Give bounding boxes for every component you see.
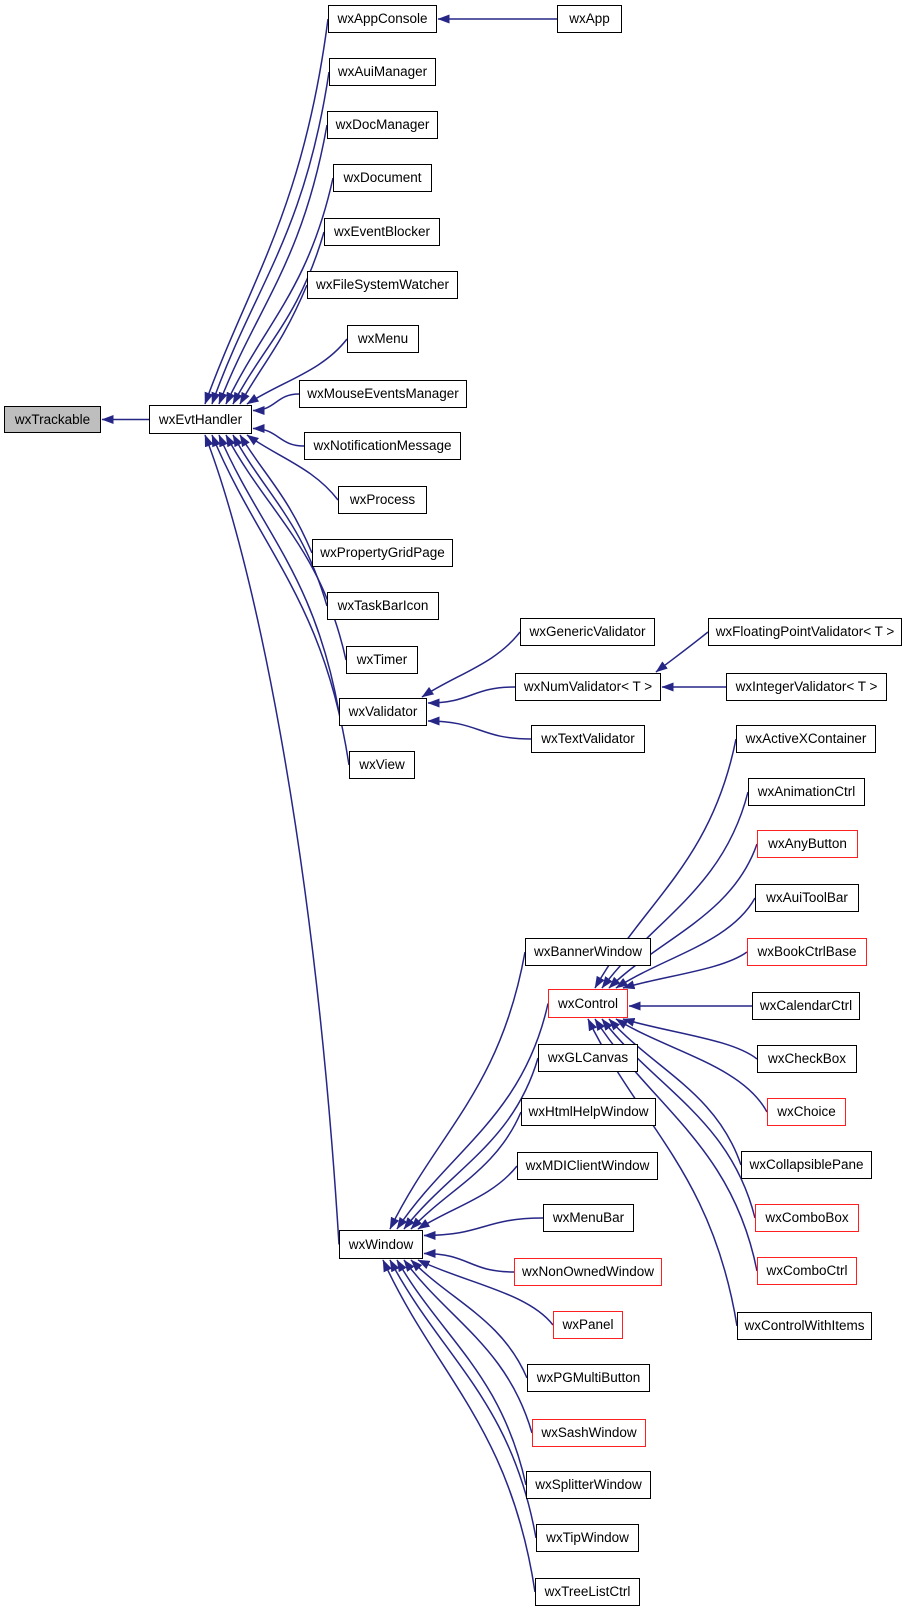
class-node-wxnonownedwindow[interactable]: wxNonOwnedWindow <box>514 1258 662 1286</box>
class-node-wxauimanager[interactable]: wxAuiManager <box>329 58 436 86</box>
edge-wxtipwindow-to-wxwindow <box>390 1260 536 1538</box>
class-node-wxtreelistctrl[interactable]: wxTreeListCtrl <box>535 1578 640 1606</box>
edge-wxcheckbox-to-wxcontrol <box>623 1019 757 1059</box>
edge-wxvalidator-to-wxevthandler <box>219 435 339 712</box>
class-node-wxpropertygridpage[interactable]: wxPropertyGridPage <box>312 539 453 567</box>
edge-wxnumvalidatort-to-wxvalidator <box>428 687 515 703</box>
class-node-wxglcanvas[interactable]: wxGLCanvas <box>538 1044 638 1072</box>
class-node-wxintegervalidatort[interactable]: wxIntegerValidator< T > <box>726 673 887 701</box>
class-node-wxeventblocker[interactable]: wxEventBlocker <box>324 218 440 246</box>
edge-wxtaskbaricon-to-wxevthandler <box>233 435 327 606</box>
class-node-wxactivexcontainer[interactable]: wxActiveXContainer <box>736 725 876 753</box>
class-node-wxwindow[interactable]: wxWindow <box>339 1230 423 1259</box>
class-node-wxcontrolwithitems[interactable]: wxControlWithItems <box>737 1312 872 1340</box>
edge-wxfloatingpointvalidatort-to-wxnumvalidatort <box>656 632 708 672</box>
edge-wxnonownedwindow-to-wxwindow <box>424 1254 514 1273</box>
class-node-wxcollapsiblepane[interactable]: wxCollapsiblePane <box>741 1151 872 1179</box>
class-node-wxmenubar[interactable]: wxMenuBar <box>543 1204 634 1232</box>
class-node-wxprocess[interactable]: wxProcess <box>338 486 427 514</box>
class-node-wxvalidator[interactable]: wxValidator <box>339 698 427 726</box>
class-node-wxmdiclientwindow[interactable]: wxMDIClientWindow <box>517 1152 658 1180</box>
class-node-wxtimer[interactable]: wxTimer <box>346 646 418 674</box>
class-node-wxsplitterwindow[interactable]: wxSplitterWindow <box>526 1471 651 1499</box>
edge-wxmenubar-to-wxwindow <box>424 1218 543 1236</box>
class-node-wxgenericvalidator[interactable]: wxGenericValidator <box>520 618 655 646</box>
class-node-wxnotificationmessage[interactable]: wxNotificationMessage <box>304 432 461 460</box>
class-node-wxfloatingpointvalidatort[interactable]: wxFloatingPointValidator< T > <box>708 618 902 646</box>
class-node-wxdocument[interactable]: wxDocument <box>333 164 432 192</box>
class-node-wxcalendarctrl[interactable]: wxCalendarCtrl <box>752 992 860 1020</box>
edge-wxsashwindow-to-wxwindow <box>404 1260 532 1433</box>
class-node-wxcheckbox[interactable]: wxCheckBox <box>757 1045 857 1073</box>
edge-wxcollapsiblepane-to-wxcontrol <box>609 1019 741 1165</box>
class-node-wxpgmultibutton[interactable]: wxPGMultiButton <box>527 1364 650 1392</box>
class-node-wxnumvalidatort[interactable]: wxNumValidator< T > <box>515 673 661 701</box>
class-node-wxcontrol[interactable]: wxControl <box>548 989 628 1018</box>
class-node-wxtrackable[interactable]: wxTrackable <box>4 406 101 433</box>
class-node-wxcombobox[interactable]: wxComboBox <box>755 1204 859 1232</box>
class-node-wxanybutton[interactable]: wxAnyButton <box>757 830 858 858</box>
class-node-wxbookctrlbase[interactable]: wxBookCtrlBase <box>747 938 867 966</box>
class-node-wxmenu[interactable]: wxMenu <box>347 325 419 353</box>
class-node-wxhtmlhelpwindow[interactable]: wxHtmlHelpWindow <box>521 1098 656 1126</box>
class-node-wxbannerwindow[interactable]: wxBannerWindow <box>525 938 651 966</box>
class-node-wxdocmanager[interactable]: wxDocManager <box>327 111 438 139</box>
class-node-wxview[interactable]: wxView <box>349 751 415 779</box>
edge-wxglcanvas-to-wxwindow <box>404 1058 538 1229</box>
edge-wxtreelistctrl-to-wxwindow <box>383 1260 535 1592</box>
class-node-wxfilesystemwatcher[interactable]: wxFileSystemWatcher <box>307 271 458 299</box>
class-node-wxtaskbaricon[interactable]: wxTaskBarIcon <box>327 592 439 620</box>
edge-wxeventblocker-to-wxevthandler <box>233 232 324 404</box>
edge-wxhtmlhelpwindow-to-wxwindow <box>411 1112 521 1229</box>
class-node-wxauitoolbar[interactable]: wxAuiToolBar <box>755 884 859 912</box>
class-node-wxmouseeventsmanager[interactable]: wxMouseEventsManager <box>299 380 467 408</box>
class-node-wxapp[interactable]: wxApp <box>557 5 622 33</box>
class-node-wxchoice[interactable]: wxChoice <box>767 1098 846 1126</box>
edge-wxfilesystemwatcher-to-wxevthandler <box>240 285 307 404</box>
class-node-wxevthandler[interactable]: wxEvtHandler <box>149 405 252 434</box>
edge-wxtextvalidator-to-wxvalidator <box>428 721 531 739</box>
edge-wxappconsole-to-wxevthandler <box>205 19 328 404</box>
class-node-wxsashwindow[interactable]: wxSashWindow <box>532 1419 646 1447</box>
class-node-wxcomboctrl[interactable]: wxComboCtrl <box>757 1257 857 1285</box>
class-node-wxpanel[interactable]: wxPanel <box>553 1311 623 1339</box>
class-node-wxappconsole[interactable]: wxAppConsole <box>328 5 437 33</box>
class-node-wxtextvalidator[interactable]: wxTextValidator <box>531 725 645 753</box>
class-node-wxtipwindow[interactable]: wxTipWindow <box>536 1524 639 1552</box>
class-node-wxanimationctrl[interactable]: wxAnimationCtrl <box>748 778 865 806</box>
